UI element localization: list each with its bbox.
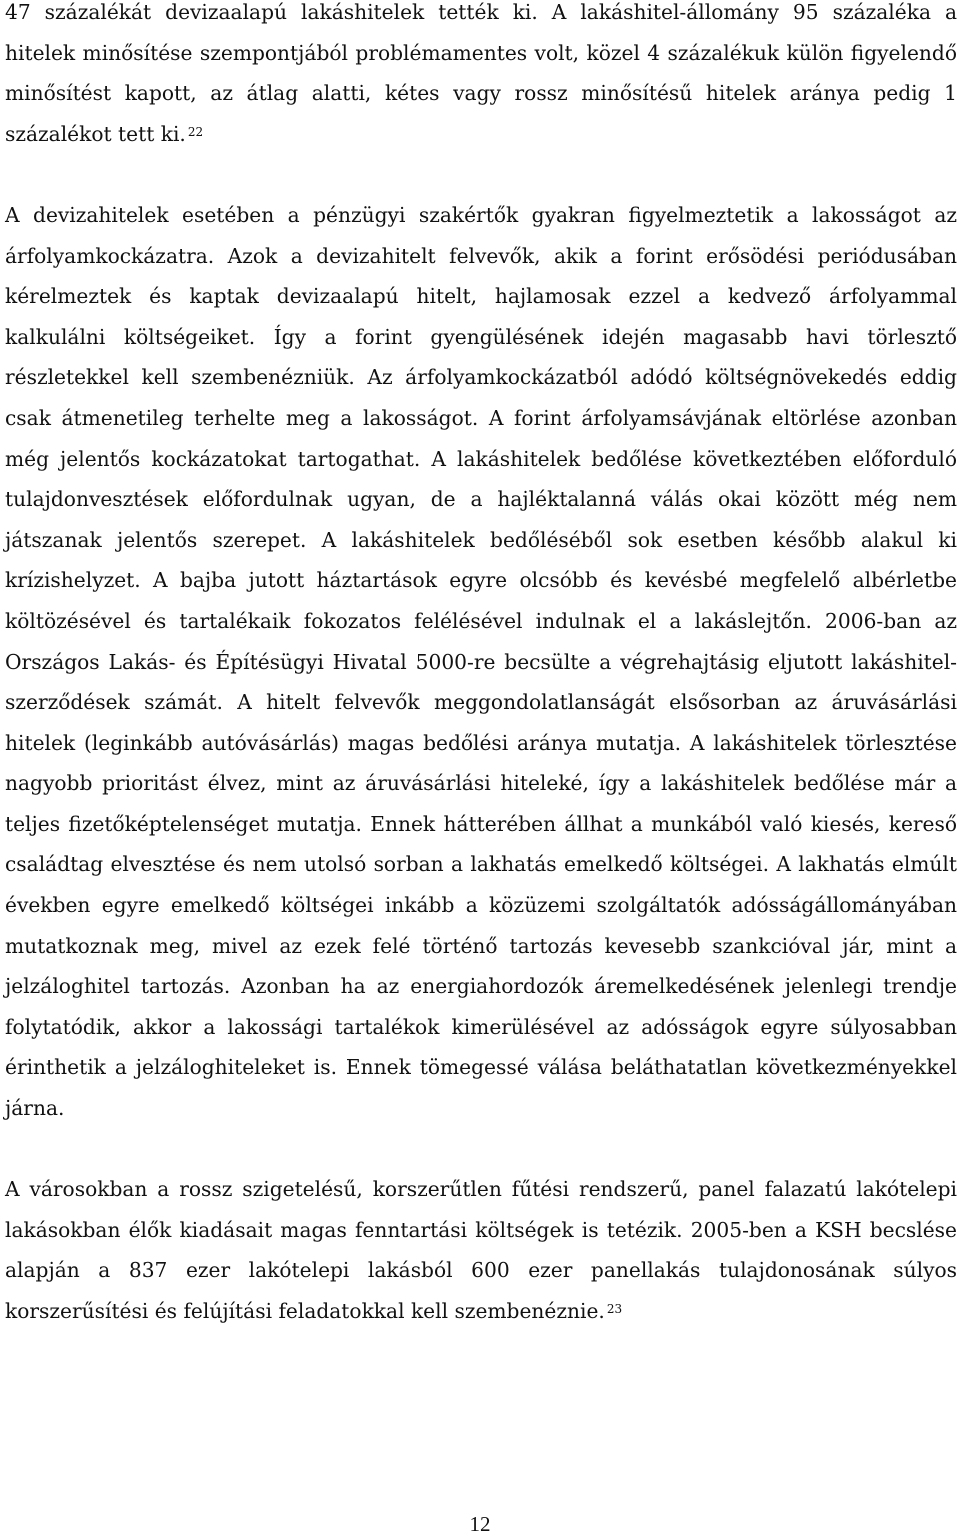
footnote-reference[interactable]: 22 [187, 124, 204, 139]
paragraph-text: A városokban a rossz szigetelésű, korszerűtlen fűtési rendszerű, panel falazatú lakótelepi lakásokban élők kiadásait magas fenntartási költségek is tetézik. 2005-ben a KSH becslése alapján a 837 ezer lakótelepi lakásból 600 ezer panellakás tulajdonosának súlyos korszerűsítési és felújítási feladatokkal kell szembenéznie. [5, 1177, 957, 1323]
paragraph-2 [5, 195, 957, 1129]
paragraph-1 [5, 0, 957, 154]
page-body [5, 0, 957, 1332]
paragraph-text: 47 százalékát devizaalapú lakáshitelek tették ki. A lakáshitel-állomány 95 százaléka a hitelek minősítése szempontjából problémamentes volt, közel 4 százalékuk külön figyelendő minősítést kapott, az átlag alatti, kétes vagy rossz minősítésű hitelek aránya pedig 1 százalékot tett ki. [5, 0, 957, 146]
footnote-reference[interactable]: 23 [606, 1302, 623, 1316]
paragraph-3 [5, 1169, 957, 1331]
paragraph-gap [5, 1129, 957, 1170]
page-number: 12 [469, 1512, 491, 1536]
paragraph-gap [5, 154, 957, 195]
paragraph-text: A devizahitelek esetében a pénzügyi szakértők gyakran figyelmeztetik a lakosságot az árfolyamkockázatra. Azok a devizahitelt felvevők, akik a forint erősödési periódusában kérelmeztek és kaptak devizaalapú hitelt, hajlamosak ezzel a kedvező árfolyammal kalkulálni költségeiket. Így a forint gyengülésének idején magasabb havi törlesztő részletekkel kell szembenézniük. Az árfolyamkockázatból adódó költségnövekedés eddig csak átmenetileg terhelte meg a lakosságot. A forint árfolyamsávjának eltörlése azonban még jelentős kockázatokat tartogathat. A lakáshitelek bedőlése következtében előforduló tulajdonvesztések előfordulnak ugyan, de a hajléktalanná válás okai között még nem játszanak jelentős szerepet. A lakáshitelek bedőléséből sok esetben később alakul ki krízishelyzet. A bajba jutott háztartások egyre olcsóbb és kevésbé megfelelő albérletbe költözésével és tartalékaik fokozatos felélésével indulnak el a lakáslejtőn. 2006-ban az Országos Lakás- és Építésügyi Hivatal 5000-re becsülte a végrehajtásig eljutott lakáshitel-szerződések számát. A hitelt felvevők meggondolatlanságát elsősorban az áruvásárlási hitelek (leginkább autóvásárlás) magas bedőlési aránya mutatja. A lakáshitelek törlesztése nagyobb prioritást élvez, mint az áruvásárlási hiteleké, így a lakáshitelek bedőlése már a teljes fizetőképtelenséget mutatja. Ennek hátterében állhat a munkából való kiesés, kereső családtag elvesztése és nem utolsó sorban a lakhatás emelkedő költségei. A lakhatás elmúlt években egyre emelkedő költségei inkább a közüzemi szolgáltatók adósságállományában mutatkoznak meg, mivel az ezek felé történő tartozás kevesebb szankcióval jár, mint a jelzáloghitel tartozás. Azonban ha az energiahordozók áremelkedésének jelenlegi trendje folytatódik, akkor a lakossági tartalékok kimerülésével az adósságok egyre súlyosabban érinthetik a jelzáloghiteleket is. Ennek tömegessé válása beláthatatlan következményekkel járna. [5, 202, 957, 1121]
